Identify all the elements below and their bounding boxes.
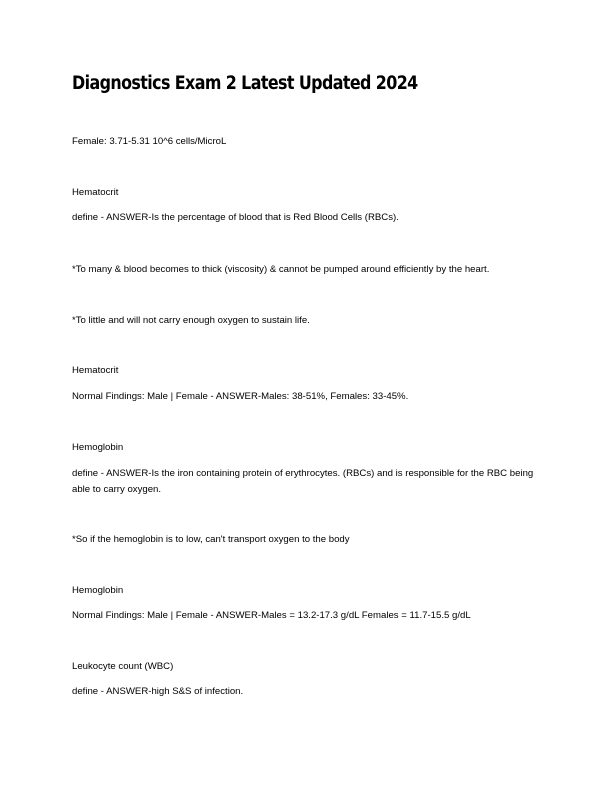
term-heading: Hemoglobin: [72, 585, 124, 596]
answer-text: define - ANSWER-high S&S of infection.: [72, 686, 244, 697]
answer-text: Normal Findings: Male | Female - ANSWER-Males: 38-51%, Females: 33-45%.: [72, 391, 409, 402]
reference-range-female: Female: 3.71-5.31 10^6 cells/MicroL: [72, 136, 227, 147]
note-text: *To many & blood becomes to thick (viscosity) & cannot be pumped around efficiently by the heart.: [72, 264, 490, 275]
document-title: Diagnostics Exam 2 Latest Updated 2024: [72, 73, 418, 94]
note-text: *So if the hemoglobin is to low, can't transport oxygen to the body: [72, 534, 350, 545]
term-heading: Hematocrit: [72, 187, 119, 198]
term-heading: Hematocrit: [72, 365, 119, 376]
answer-text: define - ANSWER-Is the percentage of blood that is Red Blood Cells (RBCs).: [72, 212, 399, 223]
answer-text: Normal Findings: Male | Female - ANSWER-Males = 13.2-17.3 g/dL Females = 11.7-15.5 g/dL: [72, 610, 471, 621]
answer-text: define - ANSWER-Is the iron containing protein of erythrocytes. (RBCs) and is responsible for the RBC being able to carry oxygen.: [72, 468, 534, 495]
term-heading: Hemoglobin: [72, 442, 124, 453]
term-heading: Leukocyte count (WBC): [72, 661, 174, 672]
note-text: *To little and will not carry enough oxygen to sustain life.: [72, 315, 310, 326]
